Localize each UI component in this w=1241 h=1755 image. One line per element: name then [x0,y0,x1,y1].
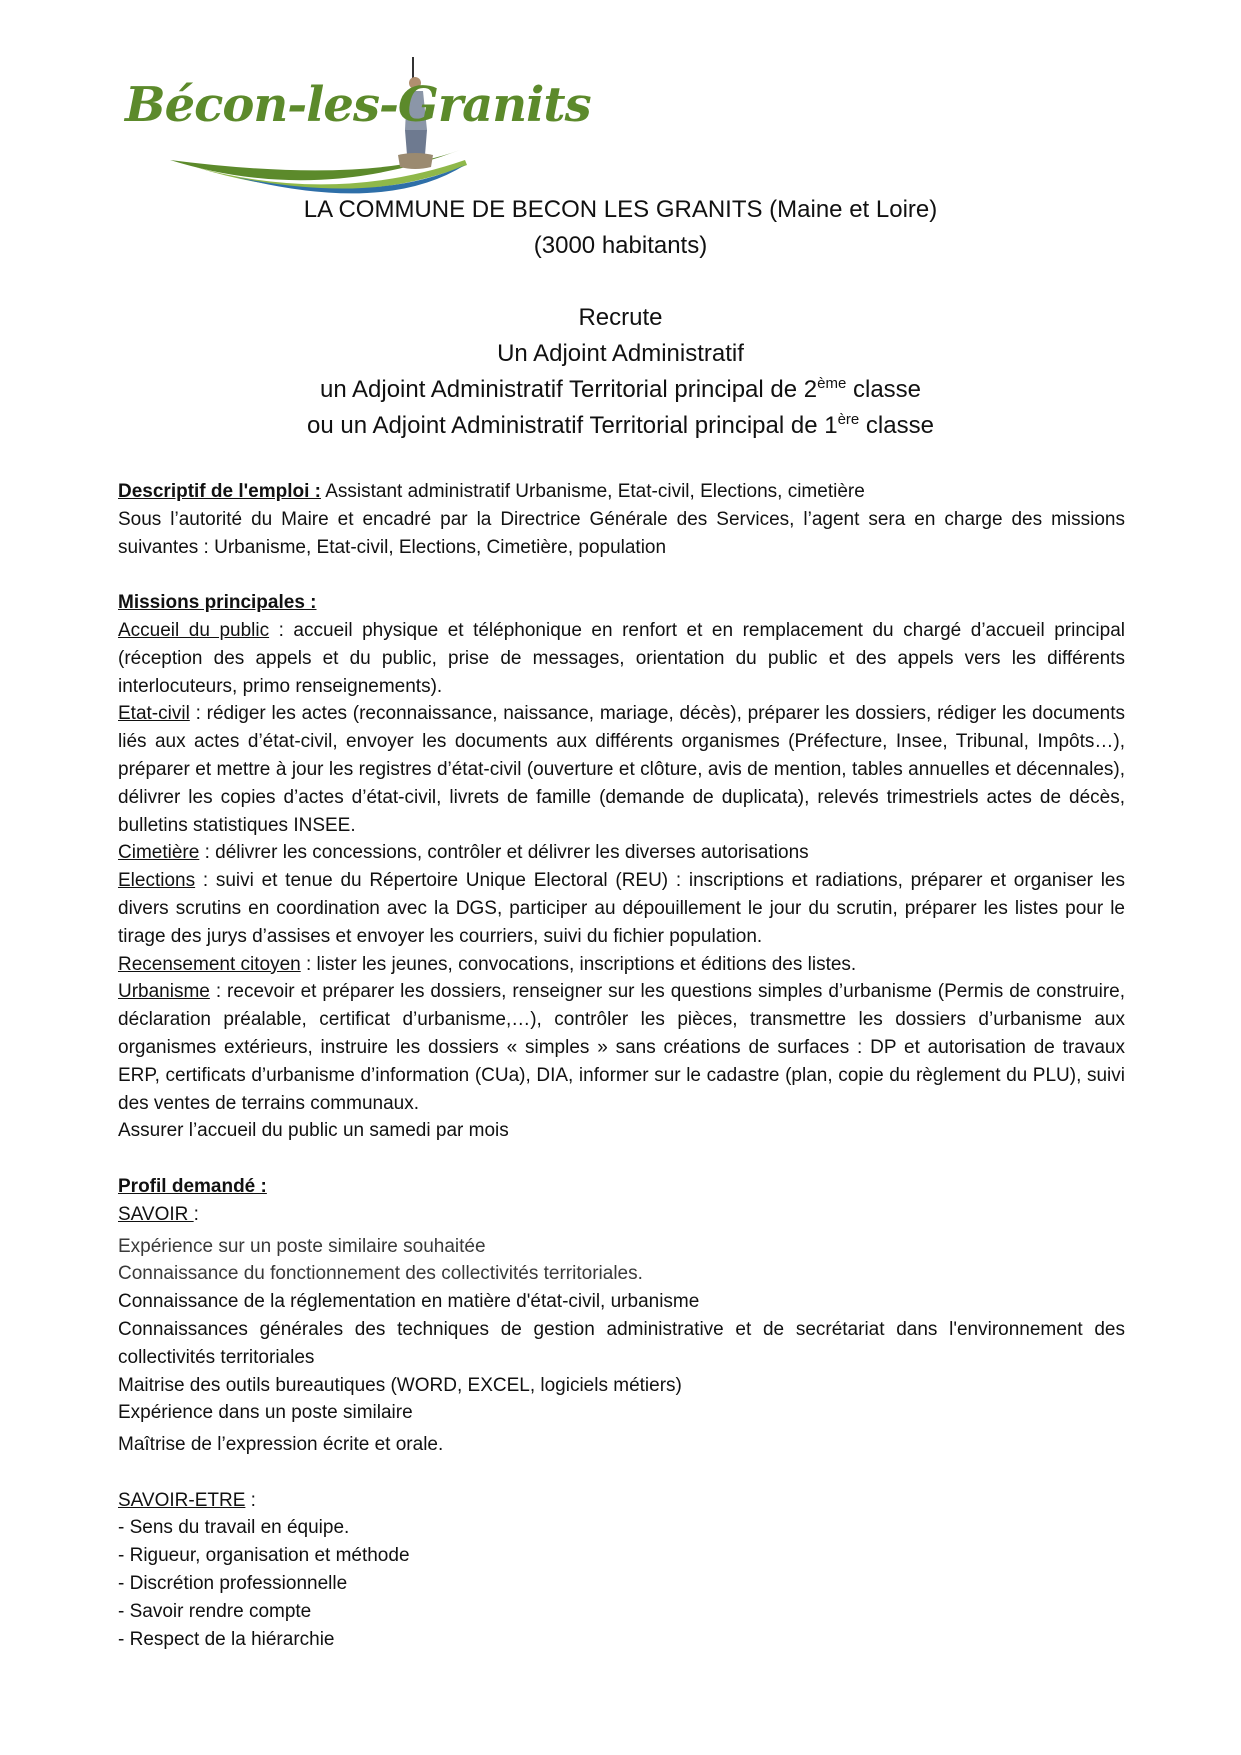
mission-extra: Assurer l’accueil du public un samedi par mois [118,1120,509,1142]
job-title-block [0,300,1241,444]
savoir-etre-item: - Rigueur, organisation et méthode [118,1545,410,1567]
savoir-item: Expérience dans un poste similaire [118,1402,413,1424]
savoir-etre-item: - Savoir rendre compte [118,1600,312,1622]
savoir-etre-item: - Respect de la hiérarchie [118,1628,335,1650]
savoir-item: Connaissances générales des techniques de gestion administrative et de secrétariat dans l'environnement des collectivités territoriales [118,1318,1125,1368]
mission-etat-civil: Etat-civil : rédiger les actes (reconnaissance, naissance, mariage, décès), préparer les dossiers, rédiger les documents liés aux actes d’état-civil, envoyer les documents aux différents organismes (Préfecture, Insee, Tribunal, Impôts…), préparer et mettre à jour les registres d’état-civil (ouverture et clôture, avis de mention, tables annuelles et décennales), délivrer les copies d’actes d’état-civil, livrets de famille (demande de duplicata), relevés trimestriels actes de décès, bulletins statistiques INSEE. [118,703,1125,836]
savoir-item: Connaissance du fonctionnement des collectivités territoriales. [118,1263,643,1285]
descriptif-label: Descriptif de l'emploi : [118,481,321,502]
job-description-body [118,478,1125,1653]
savoir-etre-item: - Discrétion professionnelle [118,1573,348,1595]
descriptif-paragraph: Sous l’autorité du Maire et encadré par la Directrice Générale des Services, l’agent sera en charge des missions suivantes : Urbanisme, Etat-civil, Elections, Cimetière, population [118,508,1125,558]
savoir-item: Maitrise des outils bureautiques (WORD, EXCEL, logiciels métiers) [118,1374,682,1396]
recrute-label: Recrute [578,304,663,331]
mission-accueil: Accueil du public : accueil physique et téléphonique en renfort et en remplacement du chargé d’accueil principal (réception des appels et du public, prise de messages, orientation du public et des appels vers les différents interlocuteurs, primo renseignements). [118,619,1125,697]
job-title-2: un Adjoint Administratif Territorial principal de 2ème classe [319,375,922,403]
commune-name: LA COMMUNE DE BECON LES GRANITS (Maine et Loire) [303,196,938,223]
profil-heading: Profil demandé : [118,1175,267,1197]
job-title-3: ou un Adjoint Administratif Territorial principal de 1ère classe [307,411,934,439]
savoir-etre-item: - Sens du travail en équipe. [118,1517,350,1539]
commune-header [0,192,1241,264]
logo-text: Bécon-les-Granits [125,77,591,133]
savoir-heading: SAVOIR : [118,1203,199,1225]
savoir-etre-heading: SAVOIR-ETRE : [118,1489,256,1511]
mission-elections: Elections : suivi et tenue du Répertoire Unique Electoral (REU) : inscriptions et radiations, préparer et organiser les divers scrutins en coordination avec la DGS, participer au dépouillement le jour du scrutin, préparer les listes pour le tirage des jurys d’assises et envoyer les courriers, suivi du fichier population. [118,870,1125,947]
mission-urbanisme: Urbanisme : recevoir et préparer les dossiers, renseigner sur les questions simples d’urbanisme (Permis de construire, déclaration préalable, certificat d’urbanisme,…), contrôler les pièces, transmettre les dossiers d’urbanisme aux organismes extérieurs, instruire les dossiers « simples » sans créations de surfaces : DP et autorisation de travaux ERP, certificats d’urbanisme d’information (CUa), DIA, informer sur le cadastre (plan, copie du règlement du PLU), suivi des ventes de terrains communaux. [118,981,1125,1114]
missions-heading: Missions principales : [118,592,317,614]
commune-population: (3000 habitants) [533,232,708,259]
logo [115,55,591,195]
descriptif-line: Descriptif de l'emploi : Assistant administratif Urbanisme, Etat-civil, Elections, cimetière [118,481,865,502]
mission-recensement: Recensement citoyen : lister les jeunes, convocations, inscriptions et éditions des listes. [118,953,857,975]
savoir-item: Connaissance de la réglementation en matière d'état-civil, urbanisme [118,1291,700,1313]
savoir-item: Maîtrise de l’expression écrite et orale. [118,1434,444,1456]
job-title-1: Un Adjoint Administratif [497,340,744,367]
savoir-item: Expérience sur un poste similaire souhaitée [118,1235,486,1257]
mission-cimetiere: Cimetière : délivrer les concessions, contrôler et délivrer les diverses autorisations [118,842,809,864]
